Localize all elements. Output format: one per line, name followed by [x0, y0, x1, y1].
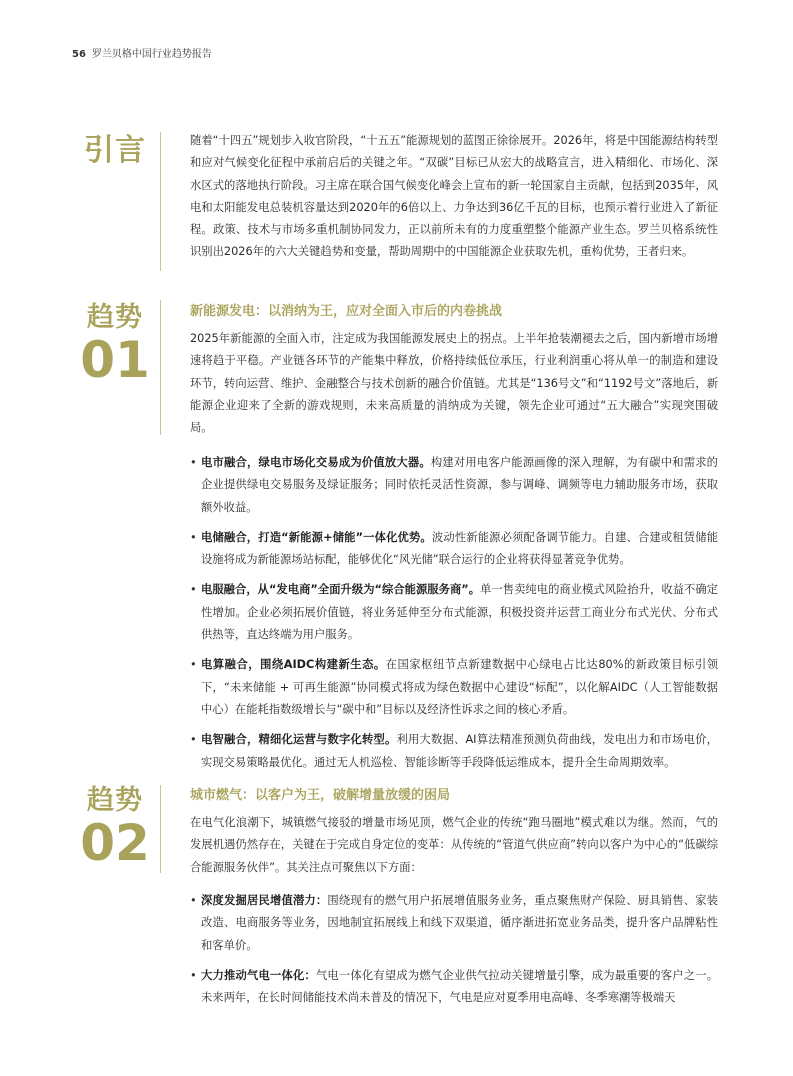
intro-heading: 引言: [84, 133, 146, 168]
trend2-label-block: [78, 785, 152, 872]
trend1-intro: 2025年新能源的全面入市，注定成为我国能源发展史上的拐点。上半年抢装潮褪去之后，国内新增市场增速将趋于平稳。产业链各环节的产能集中释放，价格持续低位承压，行业利润重心将从单一的制造和建设环节，转向运营、维护、金融整合与技术创新的融合价值链。尤其是“136号文”和“1192号文”落地后，新能源企业迎来了全新的游戏规则，未来高质量的消纳成为关键，领先企业可通过“五大融合”实现突围破局。: [190, 332, 718, 435]
trend2-title: 城市燃气：以客户为王，破解增量放缓的困局: [190, 788, 451, 803]
page-header: [72, 45, 212, 60]
trend1-number: 01: [80, 330, 150, 389]
trend1-title: 新能源发电：以消纳为王，应对全面入市后的内卷挑战: [190, 304, 503, 319]
list-item: • 电智融合，精细化运营与数字化转型。利用大数据、AI算法精准预测负荷曲线，发电出力和市场电价，实现交易策略最优化。通过无人机巡检、智能诊断等手段降低运维成本，提升全生命周期效率。: [190, 729, 718, 774]
list-item: • 电市融合，绿电市场化交易成为价值放大器。构建对用电客户能源画像的深入理解，为有碳中和需求的企业提供绿电交易服务及绿证服务；同时依托灵活性资源，参与调峰、调频等电力辅助服务市场，获取额外收益。: [190, 452, 718, 519]
trend2-label: 趋势: [87, 785, 143, 816]
trend2-bullet-list: [190, 890, 718, 1009]
trend1-bullets: [190, 452, 718, 782]
trend1-bullet-list: [190, 452, 718, 774]
trend1-label: 趋势: [87, 302, 143, 333]
trend1-divider: [160, 300, 161, 435]
list-item: • 电储融合，打造“新能源+储能”一体化优势。波动性新能源必须配备调节能力。自建、合建或租赁储能设施将成为新能源场站标配，能够优化“风光储”联合运行的企业将获得显著竞争优势。: [190, 527, 718, 572]
list-item: • 深度发掘居民增值潜力：围绕现有的燃气用户拓展增值服务业务，重点聚焦财产保险、厨具销售、家装改造、电商服务等业务，因地制宜拓展线上和线下双渠道，循序渐进拓宽业务品类，提升客户品牌粘性和客单价。: [190, 890, 718, 957]
intro-heading-block: [78, 134, 152, 167]
page-number: 56: [72, 49, 86, 60]
trend1-section: [190, 302, 718, 439]
report-title: 罗兰贝格中国行业趋势报告: [91, 49, 212, 60]
intro-divider: [160, 132, 161, 271]
trend2-number: 02: [80, 813, 150, 872]
trend2-divider: [160, 785, 161, 873]
list-item: • 电算融合，围绕AIDC构建新生态。在国家枢纽节点新建数据中心绿电占比达80%的新政策目标引领下，“未来储能 + 可再生能源”协同模式将成为绿色数据中心建设“标配”，以化解AIDC（人工智能数据中心）在能耗指数级增长与“碳中和”目标以及经济性诉求之间的核心矛盾。: [190, 654, 718, 721]
trend2-bullets: [190, 890, 718, 1017]
list-item: • 大力推动气电一体化：气电一体化有望成为燃气企业供气拉动关键增量引擎，成为最重要的客户之一。未来两年，在长时间储能技术尚未普及的情况下，气电是应对夏季用电高峰、冬季寒潮等极端天: [190, 965, 718, 1010]
list-item: • 电服融合，从“发电商”全面升级为“综合能源服务商”。单一售卖纯电的商业模式风险抬升，收益不确定性增加。企业必须拓展价值链，将业务延伸至分布式能源，积极投资并运营工商业分布式光伏、分布式供热等，直达终端为用户服务。: [190, 579, 718, 646]
intro-paragraph: 随着“十四五”规划步入收官阶段，“十五五”能源规划的蓝图正徐徐展开。2026年，将是中国能源结构转型和应对气候变化征程中承前启后的关键之年。“双碳”目标已从宏大的战略宣言，进入精细化、市场化、深水区式的落地执行阶段。习主席在联合国气候变化峰会上宣布的新一轮国家自主贡献，包括到2035年，风电和太阳能发电总装机容量达到2020年的6倍以上、力争达到36亿千瓦的目标，也预示着行业进入了新征程。政策、技术与市场多重机制协同发力，正以前所未有的力度重塑整个能源产业生态。罗兰贝格系统性识别出2026年的六大关键趋势和变量，帮助周期中的中国能源企业获取先机，重构优势，王者归来。: [190, 134, 718, 259]
trend2-intro: 在电气化浪潮下，城镇燃气接驳的增量市场见顶，燃气企业的传统“跑马圈地”模式难以为继。然而，气的发展机遇仍然存在，关键在于完成自身定位的变革：从传统的“管道气供应商”转向以客户为中心的“低碳综合能源服务伙伴”。其关注点可聚焦以下方面：: [190, 816, 718, 874]
trend2-section: [190, 786, 718, 879]
trend1-label-block: [78, 302, 152, 389]
